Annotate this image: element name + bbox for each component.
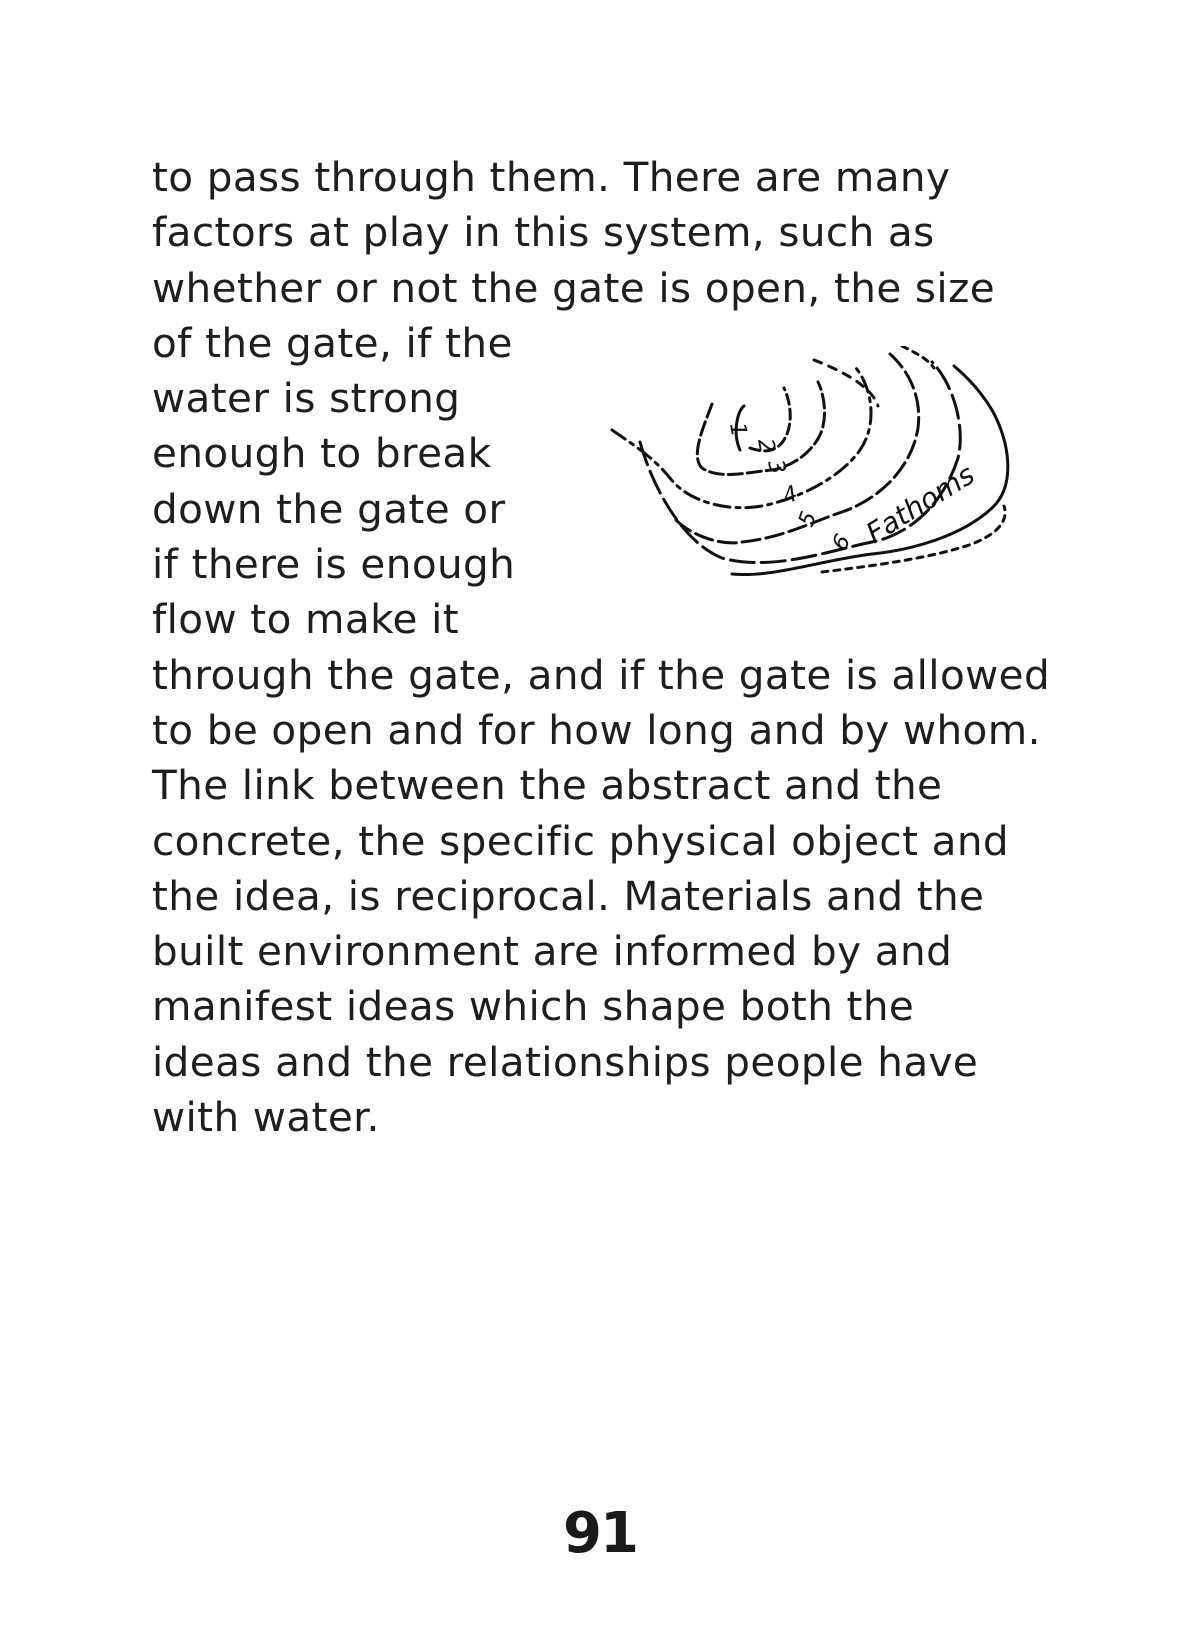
text-line: concrete, the specific physical object and — [152, 816, 1010, 865]
depth-contour-sketch — [572, 346, 1064, 626]
depth-label-3: 3 — [762, 457, 790, 478]
text-line: enough to break — [152, 429, 492, 478]
depth-label-4: 4 — [779, 481, 802, 510]
text-line: factors at play in this system, such as — [152, 208, 935, 257]
unit-label: Fathoms — [860, 457, 981, 550]
depth-label-2: 2 — [752, 436, 780, 455]
depth-label-5: 5 — [794, 508, 823, 531]
text-line: the idea, is reciprocal. Materials and the — [152, 871, 985, 920]
contour-drawing — [572, 346, 1064, 626]
text-line: manifest ideas which shape both the — [152, 982, 915, 1031]
contour-line — [612, 368, 871, 508]
text-line: water is strong — [152, 374, 461, 423]
text-line: to be open and for how long and by whom. — [152, 705, 1041, 754]
text-line: to pass through them. There are many — [152, 153, 951, 201]
text-line: down the gate or — [152, 484, 506, 533]
text-line: built environment are informed by and — [152, 927, 953, 976]
depth-label-6: 6 — [827, 530, 857, 555]
text-line: ideas and the relationships people have — [152, 1037, 979, 1086]
text-line: flow to make it — [152, 595, 460, 644]
contour-line — [902, 346, 934, 368]
depth-label-1: 1 — [724, 420, 752, 439]
text-line: of the gate, if the — [152, 318, 513, 367]
body-text — [152, 150, 1052, 1145]
contour-line — [640, 362, 960, 563]
contour-line — [697, 382, 824, 474]
text-line: The link between the abstract and the — [152, 761, 943, 810]
text-line: if there is enough — [152, 540, 516, 589]
text-line: whether or not the gate is open, the size — [152, 263, 996, 312]
page-number: 91 — [563, 1501, 637, 1566]
text-line: through the gate, and if the gate is allowed — [152, 650, 1051, 699]
text-line: with water. — [152, 1093, 380, 1142]
